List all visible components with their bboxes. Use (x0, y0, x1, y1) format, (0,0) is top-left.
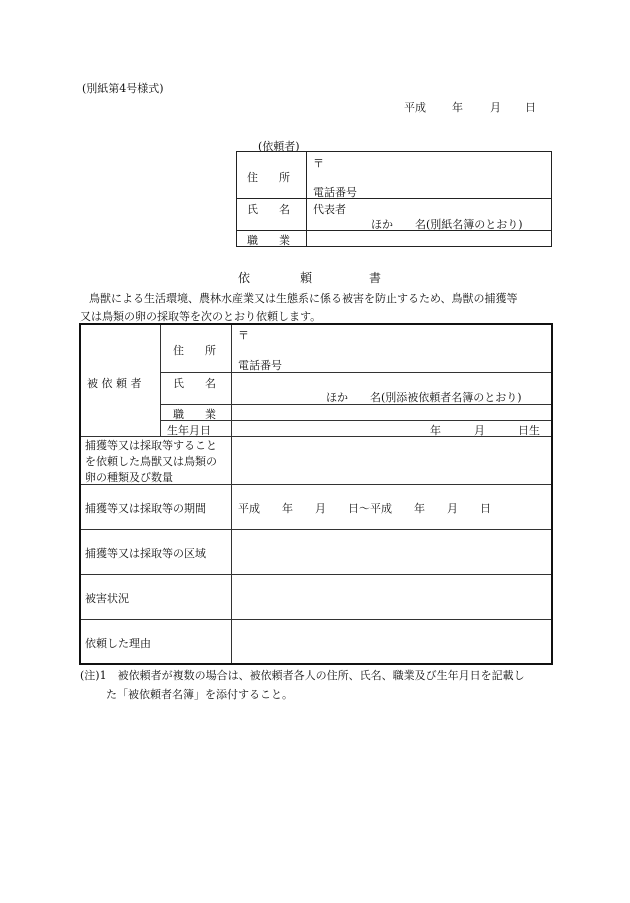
requestee-birth-label-cell (161, 420, 232, 436)
date-era: 平成 (404, 101, 426, 114)
title-char-2: 頼 (300, 271, 313, 285)
date-month: 月 (490, 101, 501, 114)
requestee-label-cell (80, 324, 161, 436)
requester-representative: 代表者 (313, 203, 346, 216)
requester-others: ほか 名(別紙名簿のとおり) (371, 218, 523, 231)
requestee-occupation-label-2: 業 (205, 407, 216, 421)
period-label: 捕獲等又は採取等の期間 (85, 501, 206, 515)
requestee-name-field[interactable] (232, 372, 553, 404)
species-label-cell (80, 436, 232, 484)
area-label: 捕獲等又は採取等の区域 (85, 546, 206, 560)
date-day: 日 (525, 101, 536, 114)
period-label-cell (80, 484, 232, 529)
requester-address-field[interactable] (307, 152, 552, 199)
requestee-birth-field[interactable] (232, 420, 553, 436)
date-line (404, 99, 544, 113)
requester-address-label-1: 住 (247, 171, 258, 184)
requestee-label: 被 依 頼 者 (87, 377, 142, 390)
title-char-1: 依 (238, 271, 251, 285)
reason-field[interactable] (232, 619, 553, 664)
form-label: (別紙第4号様式) (82, 82, 164, 95)
requester-name-label-2: 名 (279, 203, 290, 216)
note-line-2: た「被依頼者名簿」を添付すること。 (106, 688, 293, 701)
damage-label-cell (80, 574, 232, 619)
requester-address-label-2: 所 (279, 171, 290, 184)
requestee-address-field[interactable] (232, 324, 553, 372)
species-label-line-3: 卵の種類及び数量 (85, 470, 173, 484)
requester-phone-label: 電話番号 (313, 186, 357, 199)
damage-field[interactable] (232, 574, 553, 619)
requestee-birth-value: 年 月 日生 (430, 423, 540, 437)
requestee-postal-mark: 〒 (238, 329, 249, 342)
document-title (238, 269, 398, 285)
requestee-name-label-2: 名 (205, 376, 216, 390)
intro-line-1: 鳥獣による生活環境、農林水産業又は生態系に係る被害を防止するため、鳥獣の捕獲等 (89, 292, 518, 305)
title-char-3: 書 (369, 271, 382, 285)
period-field[interactable] (232, 484, 553, 529)
species-label-line-1: 捕獲等又は採取等すること (85, 438, 217, 452)
requestee-phone-label: 電話番号 (238, 359, 282, 372)
requestee-occupation-label-cell (161, 404, 232, 420)
requester-postal-mark: 〒 (313, 157, 324, 170)
note-line-1: (注)1 被依頼者が複数の場合は、被依頼者各人の住所、氏名、職業及び生年月日を記載し (80, 669, 525, 682)
species-field[interactable] (232, 436, 553, 484)
requester-occupation-label-cell (237, 231, 307, 247)
requestee-address-label-1: 住 (173, 344, 184, 357)
reason-label: 依頼した理由 (85, 636, 151, 650)
period-value: 平成 年 月 日～平成 年 月 日 (238, 501, 491, 515)
requester-name-label-cell (237, 199, 307, 231)
requestee-occupation-label-1: 職 (173, 407, 184, 421)
requester-table (236, 151, 552, 247)
requestee-name-label-cell (161, 372, 232, 404)
area-label-cell (80, 529, 232, 574)
requester-occupation-field[interactable] (307, 231, 552, 247)
requestee-name-label-1: 氏 (173, 376, 184, 390)
requestee-others: ほか 名(別添被依頼者名簿のとおり) (326, 390, 522, 404)
requester-address-label-cell (237, 152, 307, 199)
requestee-address-label-2: 所 (205, 344, 216, 357)
species-label (85, 438, 217, 486)
intro-line-2: 又は鳥類の卵の採取等を次のとおり依頼します。 (80, 310, 322, 323)
requester-occupation-label-2: 業 (279, 234, 290, 247)
reason-label-cell (80, 619, 232, 664)
damage-label: 被害状況 (85, 591, 129, 605)
requester-occupation-label-1: 職 (247, 234, 258, 247)
request-table (79, 323, 553, 665)
requestee-birth-label: 生年月日 (167, 423, 211, 437)
requestee-occupation-field[interactable] (232, 404, 553, 420)
species-label-line-2: を依頼した鳥獣又は鳥類の (85, 454, 217, 468)
date-year: 年 (452, 101, 463, 114)
requester-name-field[interactable] (307, 199, 552, 231)
requester-name-label-1: 氏 (247, 203, 258, 216)
requester-heading: (依頼者) (258, 140, 300, 153)
area-field[interactable] (232, 529, 553, 574)
requestee-address-label-cell (161, 324, 232, 372)
